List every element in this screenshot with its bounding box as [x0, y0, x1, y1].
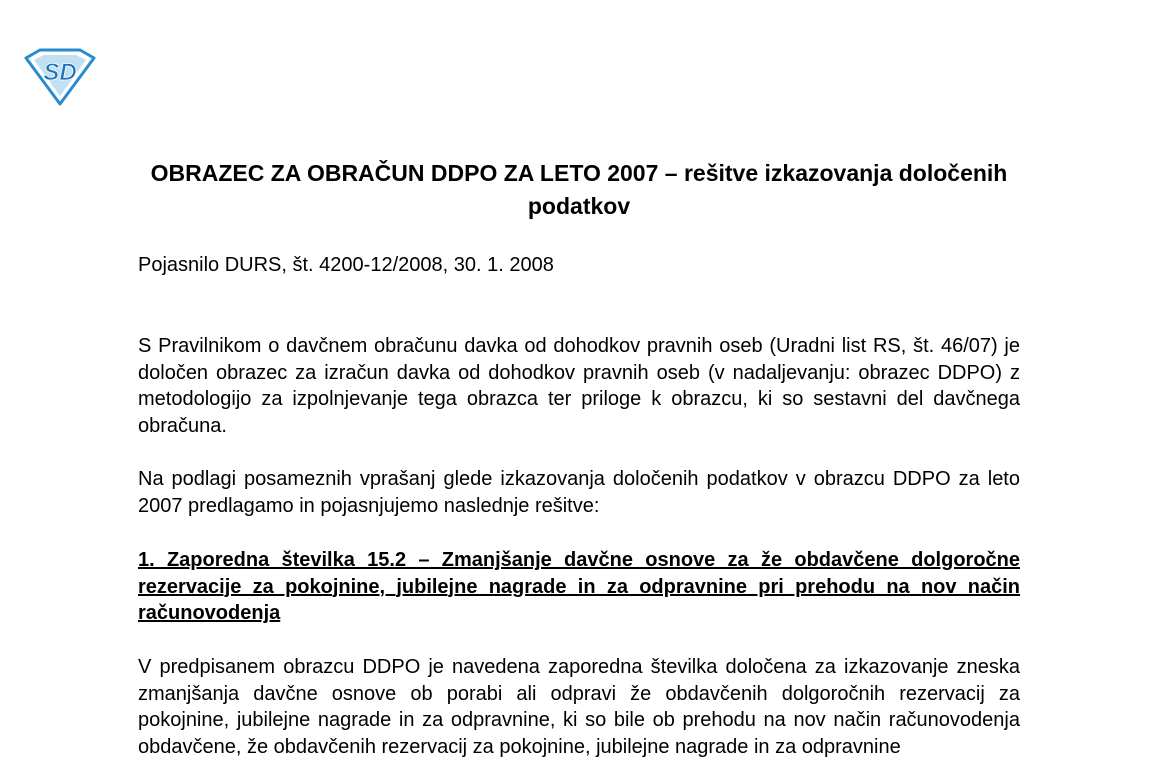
document-subtitle: Pojasnilo DURS, št. 4200-12/2008, 30. 1. 2008	[138, 254, 554, 276]
section-1-heading: 1. Zaporedna številka 15.2 – Zmanjšanje davčne osnove za že obdavčene dolgoročne rezervacije za pokojnine, jubilejne nagrade in za odpravnine pri prehodu na nov način računovodenja	[138, 549, 1020, 624]
document-title: OBRAZEC ZA OBRAČUN DDPO ZA LETO 2007 – rešitve izkazovanja določenih podatkov	[150, 160, 1008, 219]
company-logo	[22, 48, 98, 106]
paragraph-section-1: V predpisanem obrazcu DDPO je navedena zaporedna številka določena za izkazovanje zneska zmanjšanja davčne osnove ob porabi ali odpravi že obdavčenih dolgoročnih rezervacij za pokojnine, jubilejne nagrade in za odpravnine, ki so bile ob prehodu na nov način računovodenja obdavčene, že obdavčenih rezervacij za pokojnine, jubilejne nagrade in za odpravnine	[138, 656, 1020, 758]
paragraph-solutions: Na podlagi posameznih vprašanj glede izkazovanja določenih podatkov v obrazcu DDPO za leto 2007 predlagamo in pojasnjujemo naslednje rešitve:	[138, 468, 1020, 517]
logo-letters: SD	[43, 59, 77, 86]
paragraph-intro: S Pravilnikom o davčnem obračunu davka od dohodkov pravnih oseb (Uradni list RS, št. 46/07) je določen obrazec za izračun davka od dohodkov pravnih oseb (v nadaljevanju: obrazec DDPO) z metodologijo za izpolnjevanje tega obrazca ter priloge k obrazcu, ki so sestavni del davčnega obračuna.	[138, 335, 1020, 437]
